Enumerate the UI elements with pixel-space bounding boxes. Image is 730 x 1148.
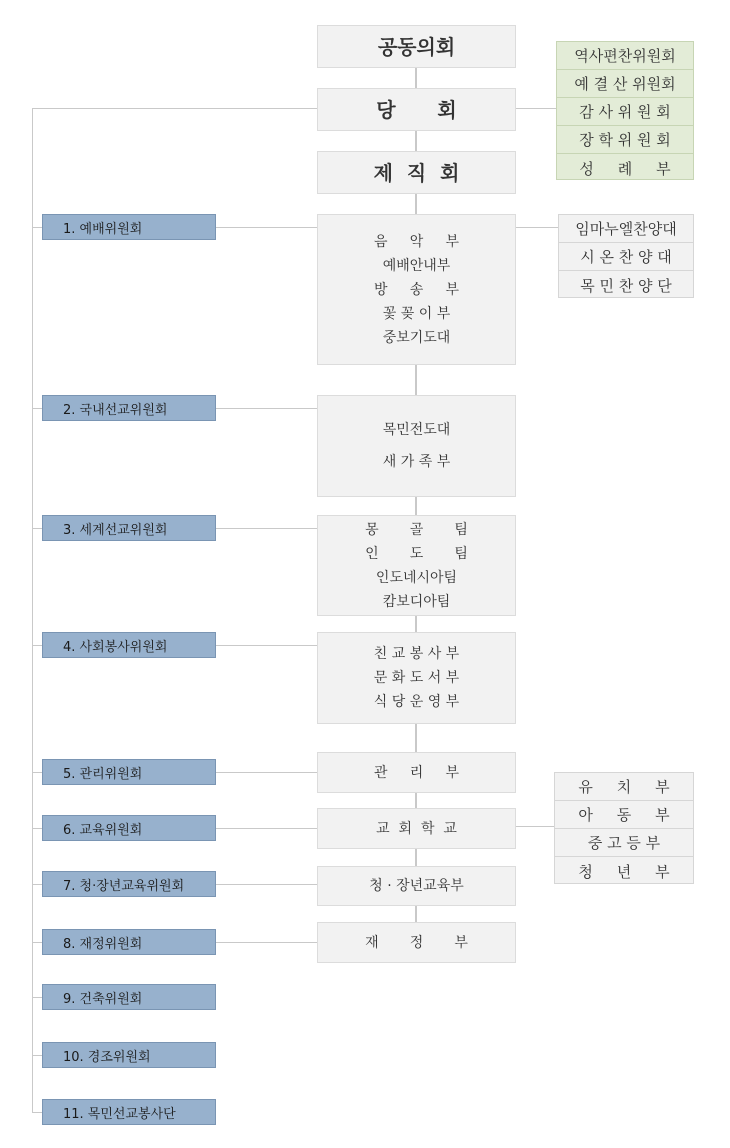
joint-meeting-box <box>317 25 516 68</box>
choir-list <box>558 214 694 298</box>
committee-youth-adult: 7. 청·장년교육위원회 <box>42 871 216 897</box>
board-committee-item: 감 사 위 원 회 <box>557 98 693 126</box>
choir-item: 시 온 찬 양 대 <box>559 243 693 271</box>
connector-c3 <box>32 528 42 529</box>
dept-item: 중보기도대 <box>382 329 451 346</box>
connector-left-trunk <box>32 108 33 1113</box>
worship-dept-box <box>317 214 516 365</box>
domestic-mission-dept-box <box>317 395 516 497</box>
connector-r1 <box>216 227 317 228</box>
connector-c11 <box>32 1112 42 1113</box>
connector-c10 <box>32 1055 42 1056</box>
dept-item: 인 도 팀 <box>365 545 468 562</box>
board-label: 당 회 <box>376 97 457 122</box>
board-committee-item: 장 학 위 원 회 <box>557 126 693 154</box>
board-committee-item: 역사편찬위원회 <box>557 42 693 70</box>
connector-r6 <box>216 828 317 829</box>
dept-item: 문 화 도 서 부 <box>373 670 460 686</box>
committee-mokmin-mission: 11. 목민선교봉사단 <box>42 1099 216 1125</box>
connector-board-left <box>32 108 317 109</box>
committee-education: 6. 교육위원회 <box>42 815 216 841</box>
dept-item: 인도네시아팀 <box>375 569 458 586</box>
connector-r7 <box>216 884 317 885</box>
connector-r3 <box>216 528 317 529</box>
connector-r8 <box>216 942 317 943</box>
joint-meeting-label: 공동의회 <box>377 34 456 59</box>
board-box <box>317 88 516 131</box>
committee-management: 5. 관리위원회 <box>42 759 216 785</box>
school-dept-list <box>554 772 694 884</box>
connector-r4 <box>216 645 317 646</box>
dept-item: 관 리 부 <box>373 764 460 781</box>
connector-c2 <box>32 408 42 409</box>
youth-adult-dept-box <box>317 866 516 906</box>
board-committee-item: 성 례 부 <box>579 159 671 178</box>
dept-item: 재 정 부 <box>365 934 468 951</box>
committee-domestic-mission: 2. 국내선교위원회 <box>42 395 216 421</box>
connector-r5 <box>216 772 317 773</box>
school-dept-item: 중 고 등 부 <box>555 829 693 857</box>
choir-item: 임마누엘찬양대 <box>559 215 693 243</box>
connector-c7 <box>32 884 42 885</box>
dept-item: 예배안내부 <box>382 257 451 274</box>
connector-c8 <box>32 942 42 943</box>
connector-c4 <box>32 645 42 646</box>
finance-dept-box <box>317 922 516 963</box>
dept-item: 청 · 장년교육부 <box>369 878 464 894</box>
connector-worship-choir <box>516 227 558 228</box>
committee-world-mission: 3. 세계선교위원회 <box>42 515 216 541</box>
dept-item: 음 악 부 <box>373 233 460 250</box>
school-dept-item: 유 치 부 <box>555 773 693 801</box>
committee-construction: 9. 건축위원회 <box>42 984 216 1010</box>
connector-r2 <box>216 408 317 409</box>
connector-c1 <box>32 227 42 228</box>
committee-condolence: 10. 경조위원회 <box>42 1042 216 1068</box>
dept-item: 새 가 족 부 <box>382 454 451 470</box>
connector-c5 <box>32 772 42 773</box>
dept-item: 식 당 운 영 부 <box>373 694 460 710</box>
world-mission-dept-box <box>317 515 516 616</box>
deacons-box <box>317 151 516 194</box>
committee-worship: 1. 예배위원회 <box>42 214 216 240</box>
education-dept-box <box>317 808 516 849</box>
dept-item: 목민전도대 <box>382 422 451 438</box>
deacons-label: 제 직 회 <box>373 160 460 185</box>
school-dept-item: 아 동 부 <box>555 801 693 829</box>
dept-item: 친 교 봉 사 부 <box>373 646 460 662</box>
committee-social-service: 4. 사회봉사위원회 <box>42 632 216 658</box>
board-committee-item: 예 결 산 위원회 <box>557 70 693 98</box>
connector-education-school <box>516 826 554 827</box>
connector-c6 <box>32 828 42 829</box>
connector-board-right <box>516 108 556 109</box>
social-service-dept-box <box>317 632 516 724</box>
school-dept-item: 청 년 부 <box>578 862 670 881</box>
management-dept-box <box>317 752 516 793</box>
board-committee-list <box>556 41 694 180</box>
dept-item: 방 송 부 <box>373 281 460 298</box>
committee-finance: 8. 재정위원회 <box>42 929 216 955</box>
dept-item: 캄보디아팀 <box>382 593 451 610</box>
choir-item: 목 민 찬 양 단 <box>580 276 672 295</box>
connector-c9 <box>32 997 42 998</box>
dept-item: 꽃 꽂 이 부 <box>382 305 451 322</box>
dept-item: 몽 골 팀 <box>365 521 468 538</box>
dept-item: 교 회 학 교 <box>376 820 457 837</box>
